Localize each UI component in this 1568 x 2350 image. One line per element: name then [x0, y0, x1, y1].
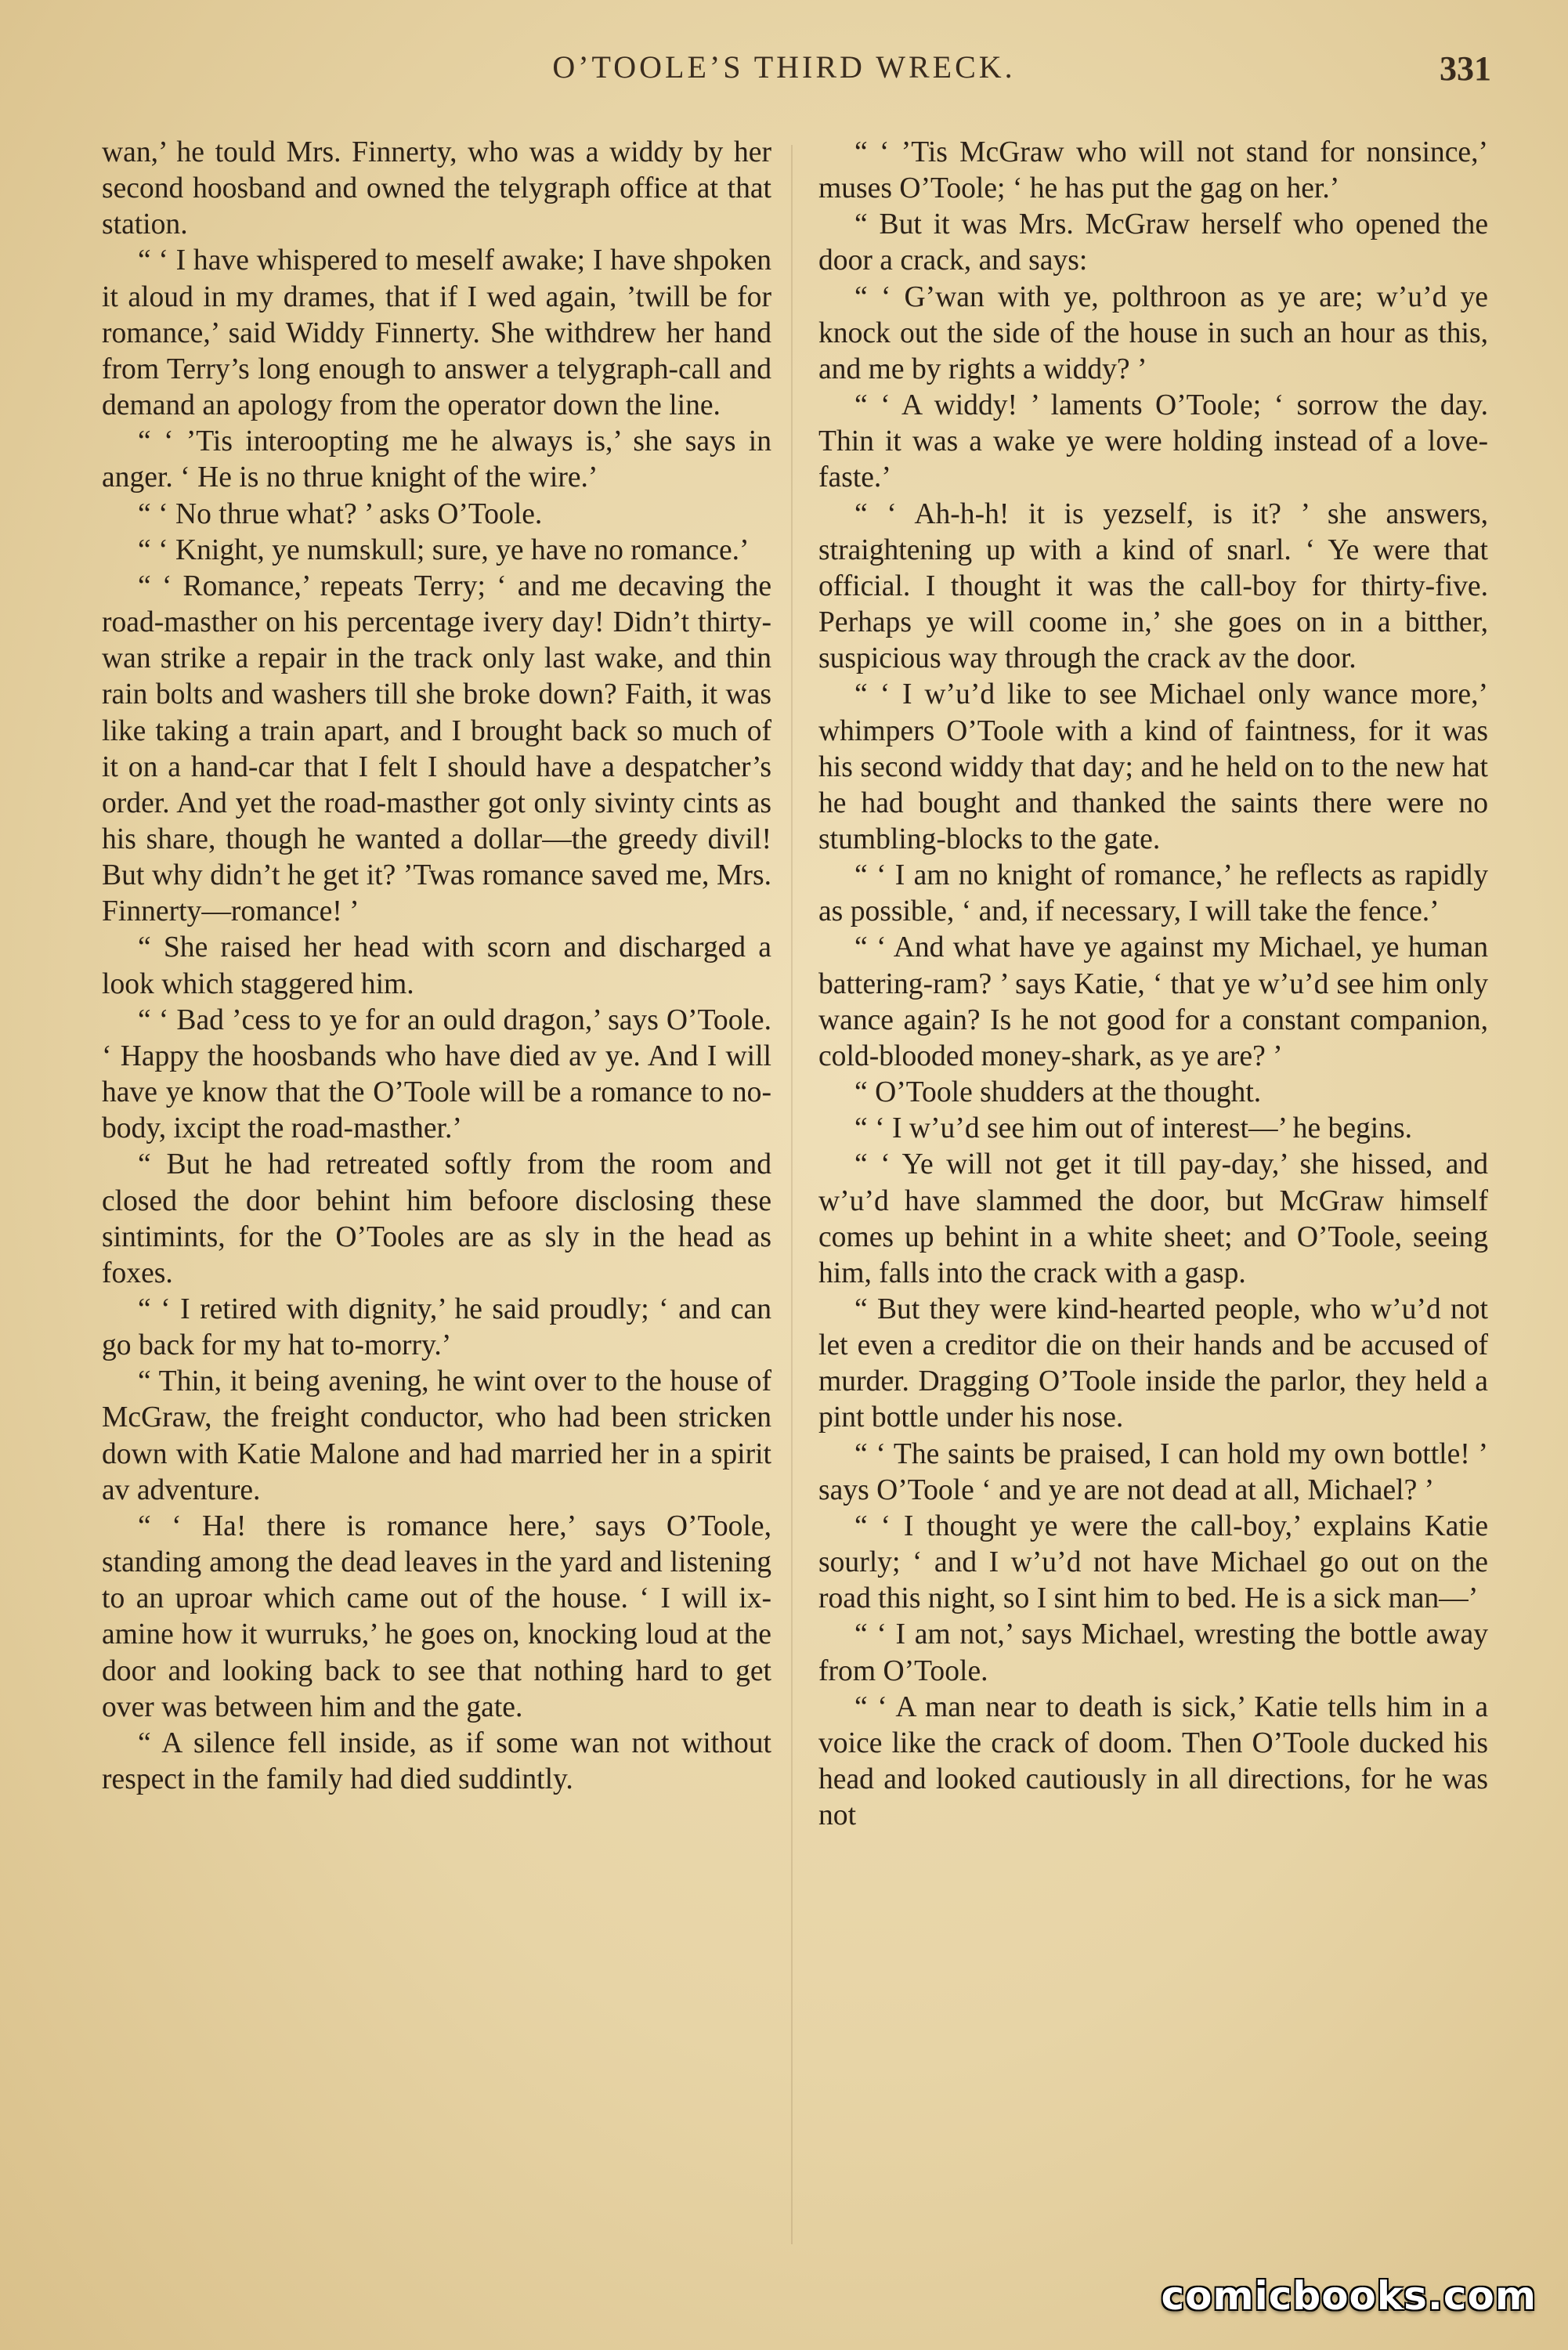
paragraph: “ ‘ Bad ’cess to ye for an ould dragon,’ says O’Toole. ‘ Happy the hoosbands who have died av ye. And I will have ye know that the O’Toole will be a romance to nobody, ixcipt the road-masther.’: [102, 1003, 771, 1145]
paragraph: “ ‘ A man near to death is sick,’ Katie tells him in a voice like the crack of doom. Then O’Toole ducked his head and looked cautiously in all directions, for he was not: [818, 1690, 1488, 1832]
paragraph: “ O’Toole shudders at the thought.: [854, 1076, 1262, 1109]
page-header: [0, 49, 1568, 103]
paragraph: “ A silence fell inside, as if some wan not without respect in the family had died suddintly.: [102, 1726, 771, 1796]
paragraph: “ ‘ I w’u’d like to see Michael only wance more,’ whimpers O’Toole with a kind of faintness, for it was his second widdy that day; and he held on to the new hat he had bought and thanked the saints there were no stumbling-blocks to the gate.: [818, 678, 1488, 855]
paragraph: “ ‘ Romance,’ repeats Terry; ‘ and me decaving the road-masther on his percentage ivery day! Didn’t thirty-wan strike a repair in the track only last wake, and thin rain bolts and washers till she broke down? Faith, it was like taking a train apart, and I brought back so much of it on a hand-car that I felt I should have a despatcher’s order. And yet the road-masther got only sivinty cints as his share, though he wanted a dollar—the greedy divil! But why didn’t he get it? ’Twas romance saved me, Mrs. Finnerty—romance! ’: [102, 569, 771, 928]
paragraph: “ But he had retreated softly from the room and closed the door behint him befoore disclosing these sintimints, for the O’Tooles are as sly in the head as foxes.: [102, 1148, 771, 1289]
paragraph: “ ‘ I am not,’ says Michael, wresting the bottle away from O’Toole.: [818, 1618, 1488, 1687]
paragraph: “ ‘ Ha! there is romance here,’ says O’Toole, standing among the dead leaves in the yard and listening to an uproar which came out of the house. ‘ I will ixamine how it wurruks,’ he goes on, knocking loud at the door and looking back to see that nothing hard to get over was between him and the gate.: [102, 1509, 771, 1723]
paragraph: “ ‘ And what have ye against my Michael, ye human battering-ram? ’ says Katie, ‘ that ye w’u’d see him only wance again? Is he not good for a constant companion, cold-blooded money-shark, as ye are? ’: [818, 931, 1488, 1072]
paragraph: “ ‘ No thrue what? ’ asks O’Toole.: [138, 497, 543, 530]
column-divider: [791, 145, 793, 2244]
paragraph: “ ‘ Ah-h-h! it is yezself, is it? ’ she answers, straightening up with a kind of snarl. ‘ Ye were that official. I thought it was the call-boy for thirty-five. Perhaps ye will coome in,’ she goes on in a bitther, suspicious way through the crack av the door.: [818, 497, 1488, 675]
paragraph: “ But they were kind-hearted people, who w’u’d not let even a creditor die on their hands and be accused of murder. Dragging O’Toole inside the parlor, they held a pint bottle under his nose.: [818, 1293, 1488, 1434]
running-title: O’TOOLE’S THIRD WRECK.: [552, 49, 1016, 85]
paragraph: “ ‘ The saints be praised, I can hold my own bottle! ’ says O’Toole ‘ and ye are not dead at all, Michael? ’: [818, 1437, 1488, 1506]
paragraph: “ ‘ I retired with dignity,’ he said proudly; ‘ and can go back for my hat to-morry.’: [102, 1293, 771, 1362]
paragraph: “ She raised her head with scorn and discharged a look which staggered him.: [102, 931, 771, 1000]
paragraph: “ ‘ ’Tis interoopting me he always is,’ she says in anger. ‘ He is no thrue knight of the wire.’: [102, 425, 771, 494]
paragraph: “ But it was Mrs. McGraw herself who opened the door a crack, and says:: [818, 208, 1488, 277]
paragraph: “ ‘ I am no knight of romance,’ he reflects as rapidly as possible, ‘ and, if necessary, I will take the fence.’: [818, 859, 1488, 928]
paragraph: “ ‘ Knight, ye numskull; sure, ye have no romance.’: [138, 533, 750, 566]
paragraph: “ ‘ Ye will not get it till pay-day,’ she hissed, and w’u’d have slammed the door, but McGraw himself comes up behint in a white sheet; and O’Toole, seeing him, falls into the crack with a gasp.: [818, 1148, 1488, 1289]
left-column: [102, 135, 771, 1798]
page-number: 331: [1440, 49, 1491, 88]
paragraph: “ ‘ ’Tis McGraw who will not stand for nonsince,’ muses O’Toole; ‘ he has put the gag on her.’: [818, 136, 1488, 205]
paragraph: “ ‘ I have whispered to meself awake; I have shpoken it aloud in my drames, that if I wed again, ’twill be for romance,’ said Widdy Finnerty. She withdrew her hand from Terry’s long enough to answer a telygraph-call and demand an apology from the operator down the line.: [102, 244, 771, 422]
paragraph: “ ‘ A widdy! ’ laments O’Toole; ‘ sorrow the day. Thin it was a wake ye were holding instead of a love-faste.’: [818, 389, 1488, 494]
right-column: [818, 135, 1488, 1834]
paragraph: “ ‘ G’wan with ye, polthroon as ye are; w’u’d ye knock out the side of the house in such an hour as this, and me by rights a widdy? ’: [818, 280, 1488, 385]
paragraph: “ ‘ I thought ye were the call-boy,’ explains Katie sourly; ‘ and I w’u’d not have Michael go out on the road this night, so I sint him to bed. He is a sick man—’: [818, 1509, 1488, 1615]
paragraph: “ Thin, it being avening, he wint over to the house of McGraw, the freight conductor, who had been stricken down with Katie Malone and had married her in a spirit av adventure.: [102, 1365, 771, 1506]
watermark-logo: comicbooks.com: [1161, 2273, 1537, 2319]
paragraph: wan,’ he tould Mrs. Finnerty, who was a widdy by her second hoosband and owned the telygraph office at that station.: [102, 136, 771, 241]
paragraph: “ ‘ I w’u’d see him out of interest—’ he begins.: [854, 1112, 1413, 1145]
